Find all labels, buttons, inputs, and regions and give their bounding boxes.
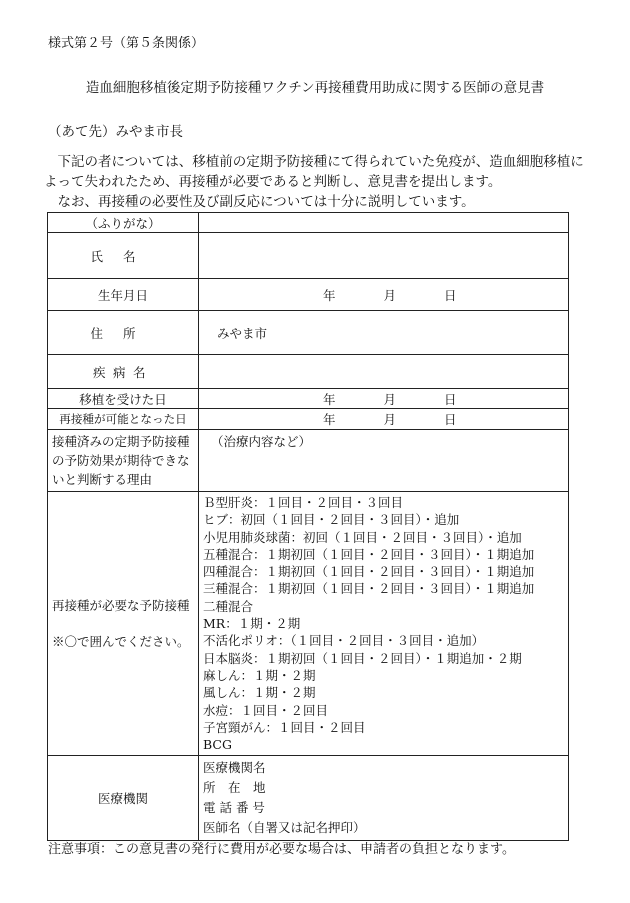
vaccine-option[interactable]: 三種混合：１期初回（１回目・２回目・３回目）・１期追加 xyxy=(203,581,535,597)
vaccine-option[interactable]: BCG xyxy=(203,737,232,753)
clinic-location-field[interactable]: 所 在 地 xyxy=(203,780,266,796)
vaccine-option[interactable]: 風しん：１期・２期 xyxy=(203,685,316,701)
intro-paragraph-1: 下記の者については、移植前の定期予防接種にて得られていた免疫が、造血細胞移植によって失われたため、再接種が必要であると判断し、意見書を提出します。 xyxy=(44,154,584,190)
day-unit: 日 xyxy=(444,391,457,407)
birthdate-field[interactable] xyxy=(199,279,569,311)
vaccine-option[interactable]: 小児用肺炎球菌：初回（１回目・２回目・３回目）・追加 xyxy=(203,529,522,545)
reason-hint: （治療内容など） xyxy=(211,434,312,449)
transplant-date-label: 移植を受けた日 xyxy=(48,389,199,409)
revaccination-date-field[interactable] xyxy=(199,409,569,430)
note-text: 注意事項：この意見書の発行に費用が必要な場合は、申請者の負担となります。 xyxy=(48,842,515,857)
furigana-row xyxy=(48,213,569,233)
clinic-fields xyxy=(199,756,569,841)
address-field[interactable] xyxy=(199,311,569,355)
disease-row xyxy=(48,355,569,389)
furigana-label: （ふりがな） xyxy=(48,213,199,233)
birthdate-row xyxy=(48,279,569,311)
vaccines-row xyxy=(48,492,569,756)
vaccine-option[interactable]: MR：１期・２期 xyxy=(203,616,301,632)
address-label: 住所 xyxy=(90,325,156,341)
name-row xyxy=(48,233,569,279)
year-unit: 年 xyxy=(323,287,336,303)
revaccination-date-label: 再接種が可能となった日 xyxy=(48,409,199,430)
furigana-field[interactable] xyxy=(199,213,569,233)
address-value: みやま市 xyxy=(217,325,268,341)
day-unit: 日 xyxy=(444,412,457,427)
vaccine-option[interactable]: 麻しん：１期・２期 xyxy=(203,667,316,683)
year-unit: 年 xyxy=(323,412,336,427)
vaccine-option[interactable]: 五種混合：１期初回（１回目・２回目・３回目）・１期追加 xyxy=(203,546,535,562)
transplant-date-row xyxy=(48,389,569,409)
month-unit: 月 xyxy=(383,412,397,427)
revaccination-date-row xyxy=(48,409,569,430)
vaccine-option[interactable]: 水痘：１回目・２回目 xyxy=(203,702,329,718)
vaccine-option[interactable]: Ｂ型肝炎：１回目・２回目・３回目 xyxy=(203,495,404,510)
name-field[interactable] xyxy=(199,233,569,279)
doctor-name-field[interactable]: 医師名（自署又は記名押印） xyxy=(203,820,366,836)
month-unit: 月 xyxy=(383,287,397,303)
clinic-label: 医療機関 xyxy=(48,756,199,841)
opinion-form-table xyxy=(47,212,569,841)
vaccine-option[interactable]: 日本脳炎：１期初回（１回目・２回目）・１期追加・２期 xyxy=(203,650,522,666)
birthdate-label: 生年月日 xyxy=(48,279,199,311)
document-title: 造血細胞移植後定期予防接種ワクチン再接種費用助成に関する医師の意見書 xyxy=(85,80,545,96)
vaccine-option[interactable]: ヒブ：初回（１回目・２回目・３回目）・追加 xyxy=(203,512,460,528)
clinic-name-field[interactable]: 医療機関名 xyxy=(203,760,266,776)
vaccines-label: 再接種が必要な予防接種 xyxy=(52,597,190,613)
reason-label: 接種済みの定期予防接種の予防効果が期待できないと判断する理由 xyxy=(48,430,199,492)
disease-label: 疾病名 xyxy=(92,364,153,380)
addressee: （あて先）みやま市長 xyxy=(48,124,183,140)
intro-text xyxy=(44,152,592,212)
transplant-date-field[interactable] xyxy=(199,389,569,409)
vaccine-option[interactable]: 子宮頸がん：１回目・２回目 xyxy=(203,719,366,735)
form-number: 様式第２号（第５条関係） xyxy=(48,36,205,51)
clinic-phone-field[interactable]: 電 話 番 号 xyxy=(203,800,265,816)
month-unit: 月 xyxy=(383,391,397,407)
vaccine-option[interactable]: 不活化ポリオ：（１回目・２回目・３回目・追加） xyxy=(203,633,485,649)
disease-field[interactable] xyxy=(199,355,569,389)
day-unit: 日 xyxy=(444,287,457,303)
reason-field[interactable] xyxy=(199,430,569,492)
vaccines-list xyxy=(199,492,569,756)
clinic-row xyxy=(48,756,569,841)
reason-row xyxy=(48,430,569,492)
intro-paragraph-2: なお、再接種の必要性及び副反応については十分に説明しています。 xyxy=(44,194,475,210)
year-unit: 年 xyxy=(323,391,336,407)
vaccine-option[interactable]: 四種混合：１期初回（１回目・２回目・３回目）・１期追加 xyxy=(203,564,535,580)
vaccine-option[interactable]: 二種混合 xyxy=(203,598,254,614)
name-label: 氏名 xyxy=(90,248,156,264)
vaccines-note: ※〇で囲んでください。 xyxy=(52,633,190,649)
address-row xyxy=(48,311,569,355)
